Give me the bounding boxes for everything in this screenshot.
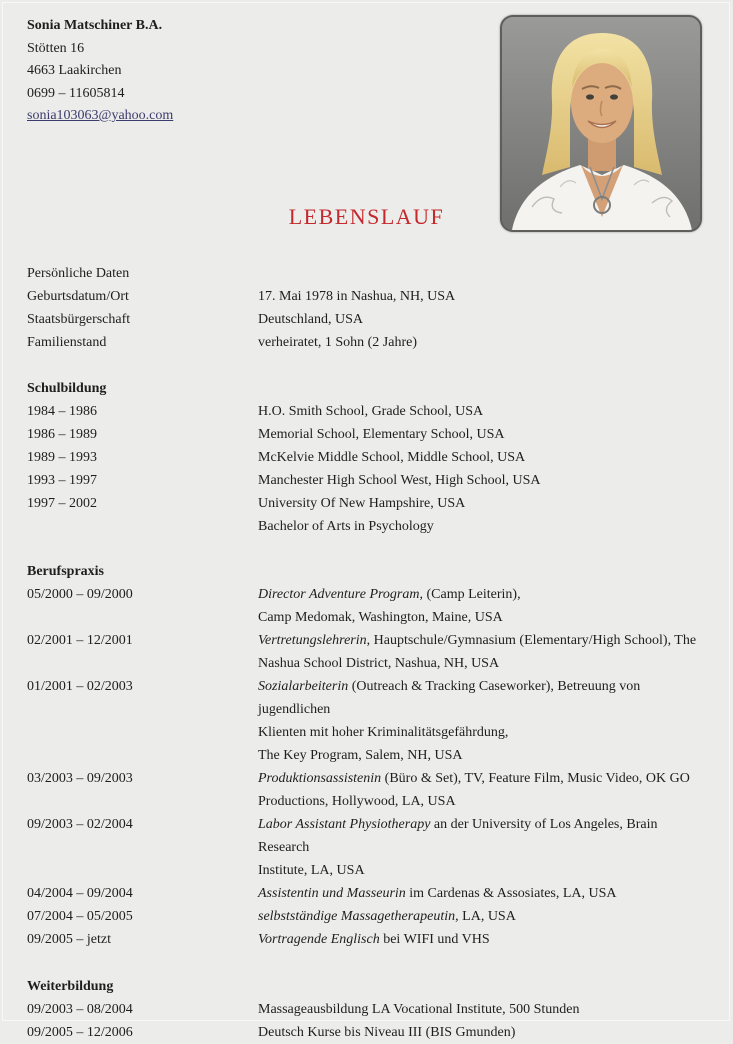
row-value <box>258 675 706 721</box>
row-date <box>27 652 258 675</box>
row-label: 1993 – 1997 <box>27 472 97 488</box>
row-date: 04/2004 – 09/2004 <box>27 885 133 901</box>
table-row <box>27 515 706 538</box>
job-title: Produktionsassistenin <box>258 770 382 786</box>
row-value <box>258 744 706 767</box>
row-value: 17. Mai 1978 in Nashua, NH, USA <box>258 288 456 304</box>
row-value: Manchester High School West, High School, USA <box>258 472 541 488</box>
section-heading-training: Weiterbildung <box>27 978 114 994</box>
table-row <box>27 308 706 331</box>
row-date: 09/2005 – jetzt <box>27 931 111 947</box>
table-row <box>27 790 706 813</box>
section-personal-data <box>27 262 706 354</box>
table-row <box>27 767 706 790</box>
row-label: 09/2003 – 08/2004 <box>27 1001 133 1017</box>
row-value: H.O. Smith School, Grade School, USA <box>258 403 484 419</box>
section-heading-education: Schulbildung <box>27 380 107 396</box>
table-row <box>27 446 706 469</box>
section-education <box>27 377 706 538</box>
contact-street: Stötten 16 <box>27 40 85 56</box>
table-row <box>27 469 706 492</box>
row-value: Deutsch Kurse bis Niveau III (BIS Gmunden) <box>258 1024 516 1040</box>
table-row <box>27 400 706 423</box>
row-label: Geburtsdatum/Ort <box>27 288 129 304</box>
row-value <box>258 606 706 629</box>
row-label: Familienstand <box>27 334 107 350</box>
table-row <box>27 882 706 905</box>
row-date <box>27 790 258 813</box>
table-row <box>27 928 706 951</box>
section-heading-work: Berufspraxis <box>27 563 104 579</box>
row-value <box>258 767 706 790</box>
row-date <box>27 744 258 767</box>
job-title: Vertretungslehrerin <box>258 632 367 648</box>
job-detail: Camp Medomak, Washington, Maine, USA <box>258 609 503 625</box>
row-value <box>258 905 706 928</box>
table-row <box>27 606 706 629</box>
table-row <box>27 583 706 606</box>
job-detail: , (Camp Leiterin), <box>419 586 521 602</box>
row-date: 03/2003 – 09/2003 <box>27 770 133 786</box>
job-title: Vortragende Englisch <box>258 931 380 947</box>
row-label: 1986 – 1989 <box>27 426 97 442</box>
contact-name: Sonia Matschiner B.A. <box>27 18 163 33</box>
job-title: Labor Assistant Physiotherapy <box>258 816 431 832</box>
email-link[interactable]: sonia103063@yahoo.com <box>27 108 174 123</box>
row-date: 01/2001 – 02/2003 <box>27 678 133 694</box>
row-label: 1997 – 2002 <box>27 495 97 511</box>
job-title: Sozialarbeiterin <box>258 678 349 694</box>
row-date <box>27 859 258 882</box>
row-date: 05/2000 – 09/2000 <box>27 586 133 602</box>
row-date: 09/2003 – 02/2004 <box>27 816 133 832</box>
contact-city: 4663 Laakirchen <box>27 63 122 78</box>
section-work-experience <box>27 560 706 951</box>
row-value <box>258 928 706 951</box>
job-detail: (Büro & Set), TV, Feature Film, Music Video, OK GO <box>381 770 690 786</box>
row-value: Deutschland, USA <box>258 311 363 327</box>
job-detail: bei WIFI und VHS <box>379 931 490 947</box>
table-row <box>27 285 706 308</box>
row-value: Massageausbildung LA Vocational Institute, 500 Stunden <box>258 1001 580 1017</box>
table-row <box>27 492 706 515</box>
table-row <box>27 998 706 1021</box>
job-title: Director Adventure Program <box>258 586 420 602</box>
job-detail: im Cardenas & Assosiates, LA, USA <box>405 885 617 901</box>
table-row <box>27 813 706 859</box>
row-value <box>258 859 706 882</box>
row-date <box>27 721 258 744</box>
row-value <box>258 882 706 905</box>
contact-phone: 0699 – 11605814 <box>27 85 125 101</box>
table-row <box>27 331 706 354</box>
row-date: 07/2004 – 05/2005 <box>27 908 133 924</box>
job-detail: The Key Program, Salem, NH, USA <box>258 747 463 763</box>
row-value <box>258 721 706 744</box>
table-row <box>27 905 706 928</box>
job-title: selbstständige Massagetherapeutin <box>258 908 456 924</box>
job-detail: Klienten mit hoher Kriminalitätsgefährdung, <box>258 724 509 740</box>
job-detail: (Outreach & Tracking Caseworker), Betreuung von jugendlichen <box>258 678 641 717</box>
row-value: Memorial School, Elementary School, USA <box>258 426 505 442</box>
row-value: verheiratet, 1 Sohn (2 Jahre) <box>258 334 417 350</box>
row-label: 1984 – 1986 <box>27 403 97 419</box>
row-date: 02/2001 – 12/2001 <box>27 632 133 648</box>
row-value <box>258 790 706 813</box>
table-row <box>27 859 706 882</box>
table-row <box>27 675 706 721</box>
table-row <box>27 629 706 652</box>
table-row <box>27 652 706 675</box>
row-value <box>258 652 706 675</box>
section-further-training <box>27 975 706 1044</box>
job-detail: Institute, LA, USA <box>258 862 365 878</box>
table-row <box>27 744 706 767</box>
job-detail: an der University of Los Angeles, Brain Research <box>258 816 658 855</box>
job-detail: Productions, Hollywood, LA, USA <box>258 793 456 809</box>
row-value <box>258 629 706 652</box>
row-label: 09/2005 – 12/2006 <box>27 1024 133 1040</box>
row-label: Staatsbürgerschaft <box>27 311 131 327</box>
row-value <box>258 583 706 606</box>
section-heading-personal: Persönliche Daten <box>27 265 130 281</box>
table-row <box>27 423 706 446</box>
row-value: McKelvie Middle School, Middle School, USA <box>258 449 526 465</box>
row-label: 1989 – 1993 <box>27 449 97 465</box>
job-detail: , Hauptschule/Gymnasium (Elementary/High School), The <box>366 632 697 648</box>
job-title: Assistentin und Masseurin <box>258 885 406 901</box>
row-value <box>258 813 706 859</box>
row-date <box>27 606 258 629</box>
job-detail: , LA, USA <box>455 908 516 924</box>
row-value: University Of New Hampshire, USA <box>258 495 466 511</box>
row-label <box>27 515 258 538</box>
row-value: Bachelor of Arts in Psychology <box>258 518 434 534</box>
job-detail: Nashua School District, Nashua, NH, USA <box>258 655 500 671</box>
page-title: LEBENSLAUF <box>288 203 445 229</box>
contact-block <box>27 0 706 128</box>
table-row <box>27 721 706 744</box>
